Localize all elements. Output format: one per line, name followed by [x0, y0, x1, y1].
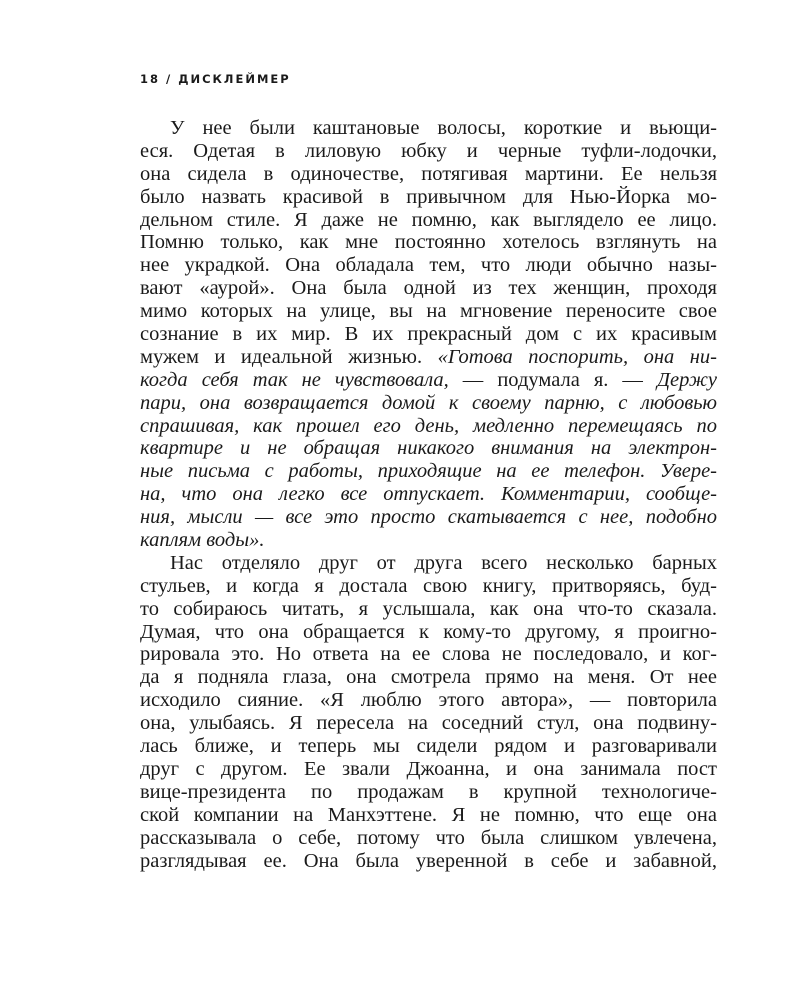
paragraph-2-line-7: исходило сияние. «Я люблю этого автора», — повторила [140, 689, 717, 712]
paragraph-1-line-4: было назвать красивой в привычном для Нью-Йорка мо- [140, 185, 717, 208]
paragraph-2-line-11: вице-президента по продажам в крупной технологиче- [140, 780, 717, 803]
paragraph-2-line-9: лась ближе, и теперь мы сидели рядом и разговаривали [140, 735, 717, 758]
body-text [140, 117, 717, 872]
paragraph-2-line-6: да я подняла глаза, она смотрела прямо на меня. От нее [140, 666, 717, 689]
paragraph-2-line-3: то собираюсь читать, я услышала, как она что-то сказала. [140, 597, 717, 620]
paragraph-1-line-15: квартире и не обращая никакого внимания на электрон- [140, 437, 717, 460]
line-12-italic-2: Держу [656, 368, 717, 391]
paragraph-1-line-18: ния, мысли — все это просто скатывается с нее, подобно [140, 506, 717, 529]
paragraph-1-line-8: вают «аурой». Она была одной из тех женщин, проходя [140, 277, 717, 300]
paragraph-1-line-19: каплям воды». [140, 529, 265, 552]
line-11-plain: мужем и идеальной жизнью. [140, 345, 438, 368]
paragraph-1-line-13: пари, она возвращается домой к своему парню, с любовью [140, 391, 717, 414]
paragraph-2-line-12: ской компании на Манхэттене. Я не помню, что еще она [140, 803, 717, 826]
line-11-italic: «Готова поспорить, она ни- [437, 345, 717, 368]
paragraph-1-line-2: еся. Одетая в лиловую юбку и черные туфли-лодочки, [140, 139, 717, 162]
paragraph-1-line-1: У нее были каштановые волосы, короткие и вьющи- [170, 117, 717, 139]
paragraph-2-line-8: она, улыбаясь. Я пересела на соседний стул, она подвину- [140, 712, 717, 735]
paragraph-2-line-2: стульев, и когда я достала свою книгу, притворяясь, буд- [140, 574, 717, 597]
paragraph-1-line-17: на, что она легко все отпускает. Комментарии, сообще- [140, 483, 717, 506]
line-12-plain: — подумала я. — [448, 368, 657, 391]
paragraph-1-line-12 [140, 369, 717, 392]
paragraph-1-line-5: дельном стиле. Я даже не помню, как выглядело ее лицо. [140, 208, 717, 231]
paragraph-2-line-4: Думая, что она обращается к кому-то другому, я проигно- [140, 620, 717, 643]
paragraph-1-line-6: Помню только, как мне постоянно хотелось взглянуть на [140, 231, 717, 254]
paragraph-1-line-11 [140, 346, 717, 369]
paragraph-1-line-3: она сидела в одиночестве, потягивая мартини. Ее нельзя [140, 162, 717, 185]
paragraph-1-line-10: сознание в их мир. В их прекрасный дом с их красивым [140, 323, 717, 346]
paragraph-1-line-9: мимо которых на улице, вы на мгновение переносите свое [140, 300, 717, 323]
paragraph-2-line-13: рассказывала о себе, потому что была слишком увлечена, [140, 826, 717, 849]
paragraph-1-line-16: ные письма с работы, приходящие на ее телефон. Увере- [140, 460, 717, 483]
paragraph-2-line-10: друг с другом. Ее звали Джоанна, и она занимала пост [140, 757, 717, 780]
paragraph-2-line-1: Нас отделяло друг от друга всего несколько барных [170, 551, 717, 574]
paragraph-1-line-14: спрашивая, как прошел его день, медленно перемещаясь по [140, 414, 717, 437]
paragraph-2-line-14: разглядывая ее. Она была уверенной в себе и забавной, [140, 849, 717, 872]
line-12-italic: когда себя так не чувствовала, [140, 368, 449, 391]
paragraph-2-line-5: рировала это. Но ответа на ее слова не последовало, и ког- [140, 643, 717, 666]
running-head: 18 / ДИСКЛЕЙМЕР [140, 72, 291, 86]
paragraph-1-line-7: нее украдкой. Она обладала тем, что люди обычно назы- [140, 254, 717, 277]
